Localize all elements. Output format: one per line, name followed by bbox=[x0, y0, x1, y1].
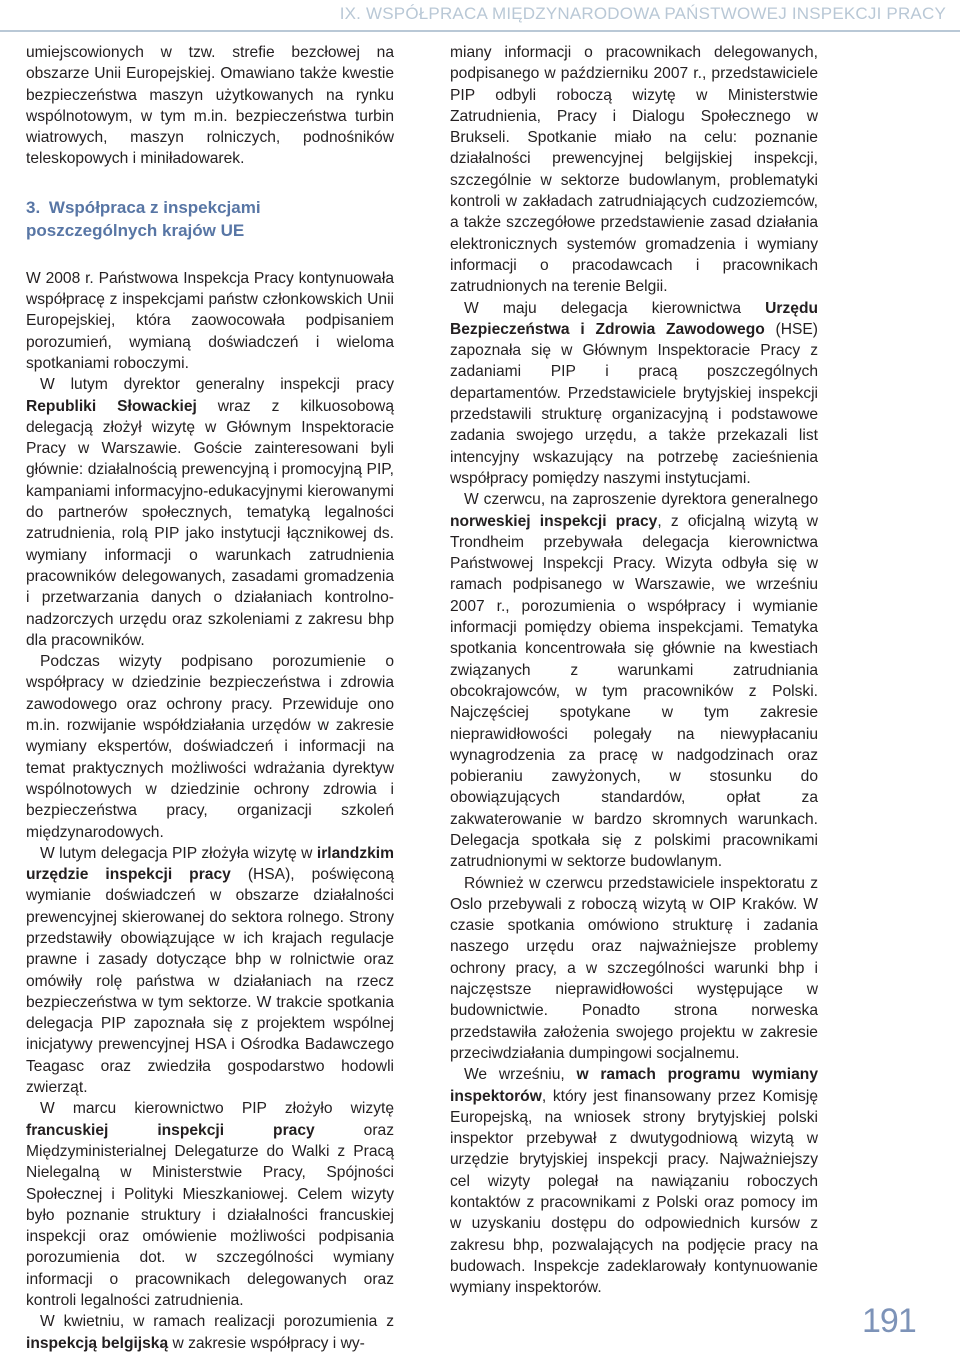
page-number: 191 bbox=[862, 1302, 916, 1340]
paragraph: Podczas wizyty podpisano porozumienie o współpracy w dziedzinie bezpieczeństwa i zdrowia zawodowego oraz ochrony pracy. Przewiduje ono m.in. rozwijanie współdziałania urzędów w zakresie wymiany ekspertów, doświadczeń i informacji na temat praktycznych możliwości wdrażania dyrektyw wspólnotowych w dziedzinie ochrony zdrowia i bezpieczeństwa pracy, organizacji szkoleń międzynarodowych. bbox=[26, 653, 394, 841]
paragraph: W maju delegacja kierownictwa Urzędu Bezpieczeństwa i Zdrowia Zawodowego (HSE) zapoznała się w Głównym Inspektoracie Pracy z zadaniami PIP i pracą poszczególnych departamentów. Przedstawiciele brytyjskiej inspekcji przedstawili strukturę organizacyjną i podstawowe zadania swojego urzędu, a także przekazali list intencyjny wskazujący na potrzebę zacieśnienia współpracy pomiędzy naszymi instytucjami. bbox=[450, 299, 818, 487]
running-header bbox=[0, 0, 960, 32]
emphasis: Urzędu Bezpieczeństwa i Zdrowia Zawodowego bbox=[450, 299, 818, 338]
section-title: Współpraca z inspekcjami poszczególnych krajów UE bbox=[26, 197, 261, 240]
emphasis: norweskiej inspekcji pracy bbox=[450, 512, 658, 530]
paragraph: Również w czerwcu przedstawiciele inspektoratu z Oslo przebywali z roboczą wizytą w OIP Kraków. W czasie spotkania omówiono strukturę i zadania naszego urzędu oraz najważniejsze problemy ochrony pracy, a w szczególności warunki bhp i najczęstsze nieprawidłowości występujące w budownictwie. Ponadto strona norweska przedstawiła założenia swojego projektu w zakresie przeciwdziałania dumpingowi socjalnemu. bbox=[450, 874, 818, 1062]
paragraph-intro: umiejscowionych w tzw. strefie bezcłowej na obszarze Unii Europejskiej. Omawiano także kwestie bezpieczeństwa maszyn użytkowanych na rynku wspólnotowym, w tym m.in. bezpieczeństwa turbin wiatrowych, maszyn rolniczych, podnośników teleskopowych i miniładowarek. bbox=[26, 44, 394, 168]
section-number: 3. bbox=[26, 197, 41, 217]
paragraph-continued: miany informacji o pracownikach delegowanych, podpisanego w październiku 2007 r., przedstawiciele PIP odbyli roboczą wizytę w Ministerstwie Zatrudnienia, Pracy i Dialogu Społecznego w Brukseli. Spotkanie miało na celu: poznanie działalności prewencyjnej belgijskiej inspekcji, szczególnie w sektorze budowlanym, problematyki kontroli w zakładach zatrudniających cudzoziemców, a także szczegółowe przedstawienie zasad działania elektronicznych systemów gromadzenia i wymiany informacji o pracodawcach i pracownikach zatrudnionych na terenie Belgii. bbox=[450, 44, 818, 296]
chapter-title: IX. WSPÓŁPRACA MIĘDZYNARODOWA PAŃSTWOWEJ INSPEKCJI PRACY bbox=[339, 4, 946, 23]
emphasis: inspekcją belgijską bbox=[26, 1334, 169, 1352]
emphasis: irlandzkim urzędzie inspekcji pracy bbox=[26, 844, 394, 884]
paragraph: W lutym dyrektor generalny inspekcji pracy Republiki Słowackiej wraz z kilkuosobową delegacją złożył wizytę w Głównym Inspektoracie Pracy w Warszawie. Goście zainteresowani byli głównie: działalnością prewencyjną i promocyjną PIP, kampaniami informacyjno-edukacyjnymi kierowanymi do partnerów społecznych, tematyką legalności zatrudnienia, rolą PIP jako instytucji łącznikowej ds. wymiany informacji o warunkach zatrudnienia pracowników delegowanych, zasadami gromadzenia i przetwarzania danych o działaniach kontrolno-nadzorczych urzędu oraz szkoleniami z zakresu bhp dla pracowników. bbox=[26, 376, 394, 649]
paragraph: We wrześniu, w ramach programu wymiany inspektorów, który jest finansowany przez Komisję Europejską, na wniosek strony brytyjskiej polski inspektor przebywał z dwutygodniową wizytą w urzędzie brytyjskiej inspekcji pracy. Najważniejszy cel wizyty polegał na nawiązaniu roboczych kontaktów z pracownikami z Polski oraz pomocy im w uzyskaniu dostępu do odpowiednich kursów z zakresu bhp, pozwalających na podjęcie pracy na budowach. Inspekcje zadeklarowały kontynuowanie wymiany inspektorów. bbox=[450, 1066, 818, 1297]
section-heading bbox=[26, 196, 394, 242]
paragraph: W czerwcu, na zaproszenie dyrektora generalnego norweskiej inspekcji pracy, z oficjalną wizytą w Trondheim przebywała delegacja kierownictwa Państwowej Inspekcji Pracy. Wizyta odbyła się w ramach podpisanego w Warszawie, we wrześniu 2007 r., porozumienia o współpracy i wymianie informacji pomiędzy obiema inspekcjami. Tematyka spotkania koncentrowała się głównie na kwestiach związanych z warunkami zatrudniania obcokrajowców, w tym pracowników z Polski. Najczęściej spotykane w tym zakresie nieprawidłowości polegały na niewypłacaniu wynagrodzenia za pracę w nadgodzinach oraz pobieraniu zawyżonych, w stosunku do obowiązujących standardów, opłat za zakwaterowanie w bardzo skromnych warunkach. Delegacja spotkała się z polskimi pracownikami zatrudnionymi w sektorze budowlanym. bbox=[450, 491, 818, 871]
emphasis: w ramach programu wymiany inspektorów bbox=[450, 1066, 818, 1105]
right-column bbox=[450, 42, 818, 1299]
emphasis: francuskiej inspekcji pracy bbox=[26, 1121, 315, 1139]
left-column bbox=[26, 42, 394, 1354]
paragraph: W lutym delegacja PIP złożyła wizytę w irlandzkim urzędzie inspekcji pracy (HSA), poświęconą wymianie doświadczeń w obszarze działalności prewencyjnej skierowanej do sektora rolnego. Strony przedstawiły obowiązujące w ich krajach regulacje prawne i zasady dotyczące bhp w rolnictwie oraz omówiły rolę państwa w działaniach na rzecz bezpieczeństwa w tym sektorze. W trakcie spotkania delegacja PIP zapoznała się z projektem wspólnej inicjatywy prewencyjnej HSA i Ośrodka Badawczego Teagasc oraz zwiedziła gospodarstwo hodowli zwierząt. bbox=[26, 844, 394, 1097]
emphasis: Republiki Słowackiej bbox=[26, 397, 197, 415]
paragraph: W kwietniu, w ramach realizacji porozumienia z inspekcją belgijską w zakresie współpracy i wy- bbox=[26, 1313, 394, 1352]
paragraph: W 2008 r. Państwowa Inspekcja Pracy kontynuowała współpracę z inspekcjami państw członkowskich Unii Europejskiej, która zaowocowała podpisaniem porozumień, wymianą doświadczeń i wieloma spotkaniami roboczymi. bbox=[26, 269, 394, 372]
paragraph: W marcu kierownictwo PIP złożyło wizytę francuskiej inspekcji pracy oraz Międzyministerialnej Delegaturze do Walki z Pracą Nielegalną w Ministerstwie Pracy, Spójności Społecznej i Polityki Mieszkaniowej. Celem wizyty było poznanie struktury i działalności francuskiej inspekcji oraz omówienie możliwości podpisania porozumienia dot. w szczególności wymiany informacji o pracownikach delegowanych oraz kontroli legalności zatrudnienia. bbox=[26, 1100, 394, 1310]
